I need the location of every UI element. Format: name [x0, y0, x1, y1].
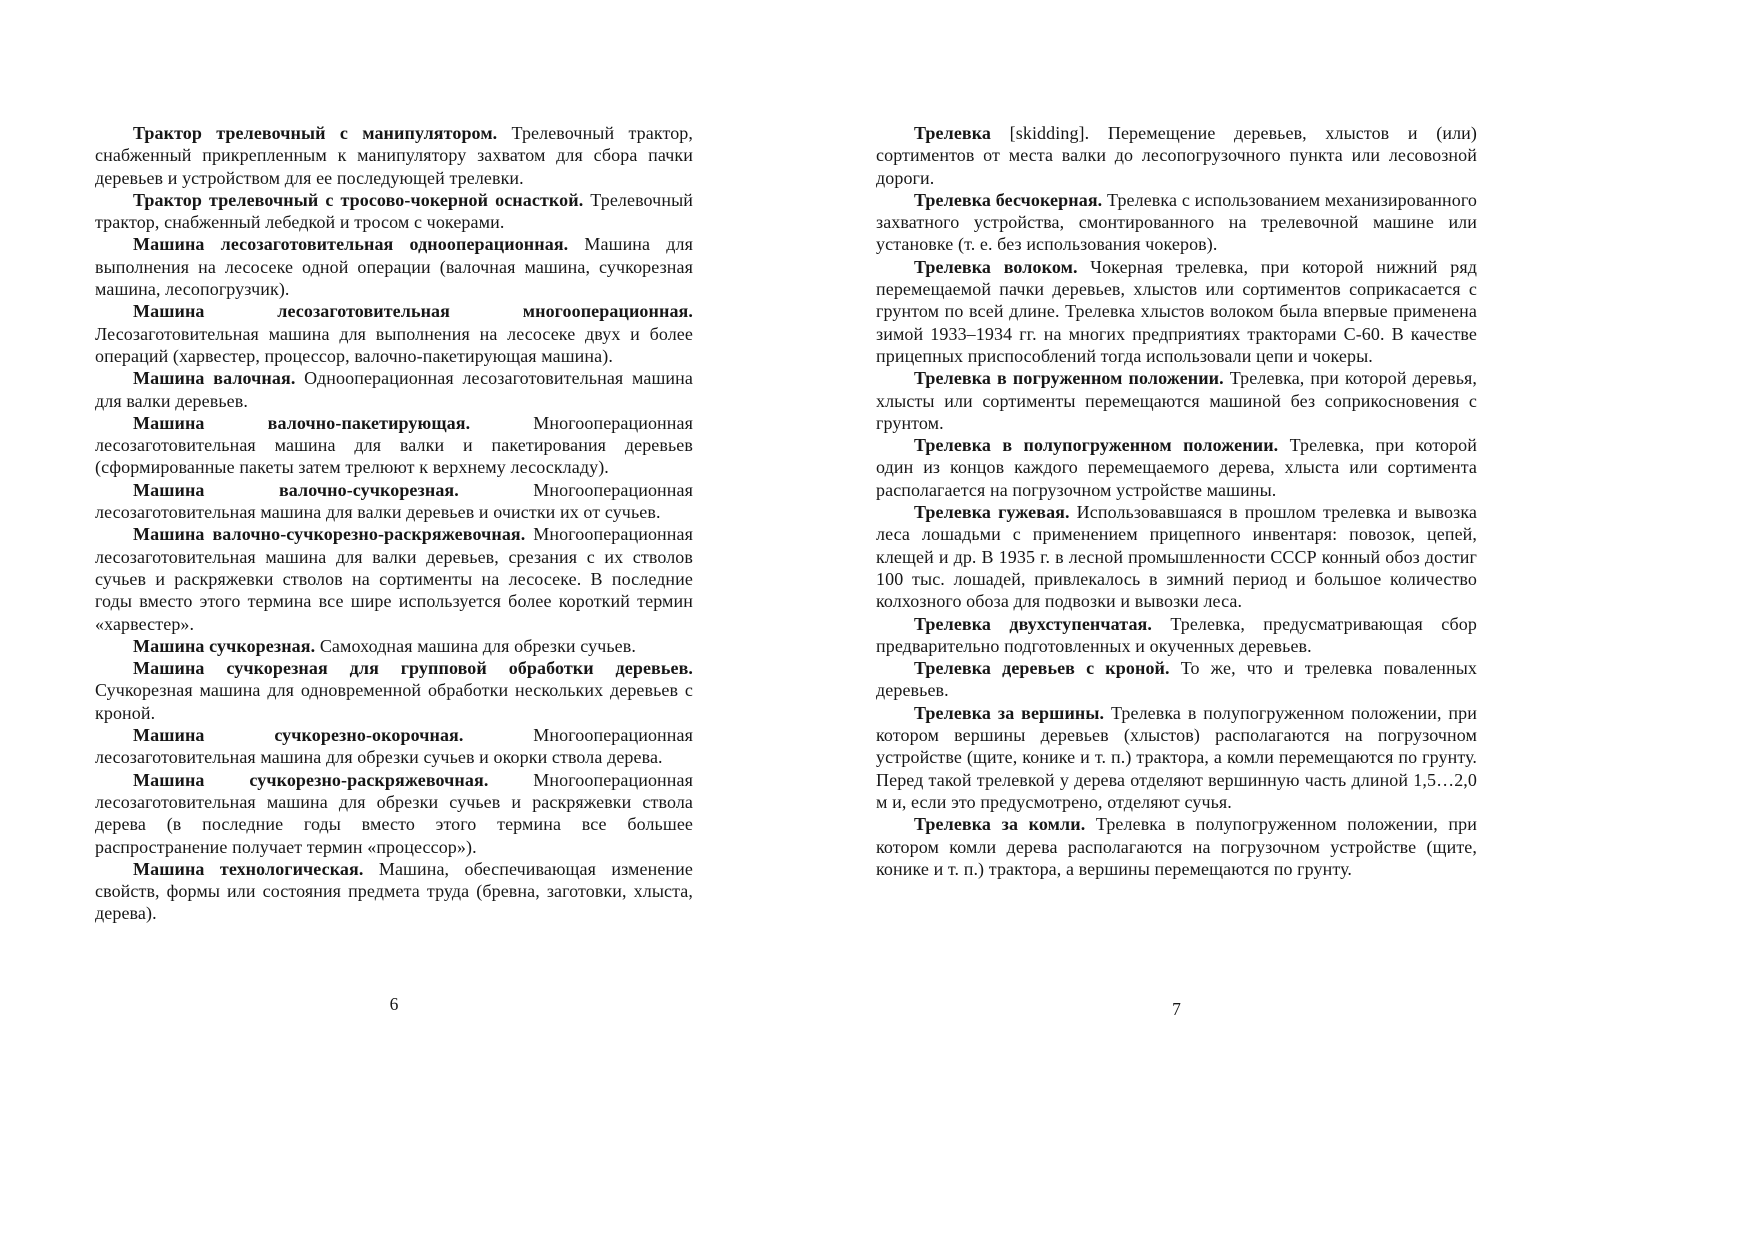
glossary-entry: Трактор трелевочный с тросово-чокерной оснасткой. Трелевочный трактор, снабженный лебедкой и тросом с чокерами.: [95, 189, 693, 233]
glossary-entry: Машина сучкорезно-раскряжевочная. Многооперационная лесозаготовительная машина для обрезки сучьев и раскряжевки ствола дерева (в последние годы вместо этого термина все большее распространение получает термин «процессор»).: [95, 769, 693, 857]
glossary-term: Машина сучкорезно-окорочная.: [133, 725, 464, 746]
glossary-entry: Машина лесозаготовительная однооперационная. Машина для выполнения на лесосеке одной операции (валочная машина, сучкорезная машина, лесопогрузчик).: [95, 234, 693, 300]
glossary-term: Машина технологическая.: [133, 858, 364, 879]
glossary-entry: Трелевка в полупогруженном положении. Трелевка, при которой один из концов каждого перемещаемого дерева, хлыста или сортимента располагается на погрузочном устройстве машины.: [876, 435, 1477, 500]
glossary-term: Машина валочно-пакетирующая.: [133, 412, 471, 433]
glossary-term: Трактор трелевочный с тросово-чокерной оснасткой.: [133, 189, 584, 210]
glossary-entry: Трактор трелевочный с манипулятором. Трелевочный трактор, снабженный прикрепленным к манипулятору захватом для сбора пачки деревьев и устройством для ее последующей трелевки.: [95, 123, 693, 188]
glossary-term: Трактор трелевочный с манипулятором.: [133, 123, 498, 143]
glossary-term: Машина лесозаготовительная многооперационная.: [133, 301, 693, 322]
glossary-term: Машина валочно-сучкорезно-раскряжевочная.: [133, 524, 526, 545]
glossary-entry: Машина валочно-сучкорезная. Многооперационная лесозаготовительная машина для валки деревьев и очистки их от сучьев.: [95, 479, 693, 523]
glossary-entry: Трелевка за комли. Трелевка в полупогруженном положении, при котором комли дерева располагаются на погрузочном устройстве (щите, конике и т. п.) трактора, а вершины перемещаются по грунту.: [876, 814, 1477, 879]
glossary-entry: Машина технологическая. Машина, обеспечивающая изменение свойств, формы или состояния предмета труда (бревна, заготовки, хлыста, дерева).: [95, 858, 693, 924]
page-left: [95, 122, 693, 1122]
glossary-term: Трелевка: [914, 123, 992, 143]
glossary-term: Трелевка бесчокерная.: [914, 189, 1103, 210]
glossary-term: Трелевка деревьев с кроной.: [914, 658, 1170, 679]
glossary-term: Трелевка за вершины.: [914, 702, 1105, 723]
glossary-entry: Машина валочно-пакетирующая. Многооперационная лесозаготовительная машина для валки и пакетирования деревьев (сформированные пакеты затем трелюют к верхнему лесоскладу).: [95, 412, 693, 478]
glossary-entry: Машина валочная. Однооперационная лесозаготовительная машина для валки деревьев.: [95, 368, 693, 411]
glossary-entry: Трелевка [skidding]. Перемещение деревьев, хлыстов и (или) сортиментов от места валки до лесопогрузочного пункта или лесовозной дороги.: [876, 123, 1477, 188]
glossary-term: Машина сучкорезная.: [133, 635, 316, 656]
glossary-term: Трелевка гужевая.: [914, 502, 1070, 523]
glossary-entry: Трелевка бесчокерная. Трелевка с использованием механизированного захватного устройства, смонтированного на трелевочной машине или установке (т. е. без использования чокеров).: [876, 189, 1477, 255]
glossary-term: Машина сучкорезная для групповой обработки деревьев.: [133, 658, 693, 679]
glossary-entry: Машина валочно-сучкорезно-раскряжевочная. Многооперационная лесозаготовительная машина для валки деревьев, срезания с их стволов сучьев и раскряжевки стволов на сортименты на лесосеке. В последние годы вместо этого термина все шире используется более короткий термин «харвестер».: [95, 524, 693, 634]
glossary-entry: Трелевка в погруженном положении. Трелевка, при которой деревья, хлысты или сортименты перемещаются машиной без соприкосновения с грунтом.: [876, 368, 1477, 433]
glossary-entry: Машина сучкорезная. Самоходная машина для обрезки сучьев.: [133, 635, 636, 656]
glossary-entry: Трелевка за вершины. Трелевка в полупогруженном положении, при котором вершины деревьев (хлыстов) располагаются на погрузочном устройстве (щите, конике и т. п.) трактора, а комли перемещаются по грунту. Перед такой трелевкой у дерева отделяют вершинную часть длиной 1,5…2,0 м и, если это предусмотрено, отделяют сучья.: [876, 702, 1477, 812]
page-right: [876, 122, 1477, 1122]
glossary-term: Машина валочно-сучкорезная.: [133, 479, 459, 500]
glossary-term: Трелевка двухступенчатая.: [914, 613, 1152, 634]
glossary-term: Трелевка за комли.: [914, 814, 1086, 835]
glossary-term: Машина сучкорезно-раскряжевочная.: [133, 769, 489, 790]
glossary-term: Трелевка волоком.: [914, 256, 1078, 277]
glossary-entry: Машина сучкорезно-окорочная. Многооперационная лесозаготовительная машина для обрезки сучьев и окорки ствола дерева.: [95, 725, 693, 768]
glossary-term: Машина валочная.: [133, 368, 296, 389]
glossary-entry: Трелевка гужевая. Использовавшаяся в прошлом трелевка и вывозка леса лошадьми с применением прицепного инвентаря: повозок, цепей, клещей и др. В 1935 г. в лесной промышленности СССР конный обоз достиг 100 тыс. лошадей, привлекалось в зимний период и большое количество колхозного обоза для подвозки и вывозки леса.: [876, 502, 1477, 612]
glossary-entry: Машина сучкорезная для групповой обработки деревьев. Сучкорезная машина для одновременной обработки нескольких деревьев с кроной.: [95, 658, 693, 723]
glossary-entries-right: [876, 122, 1477, 880]
glossary-term: Машина лесозаготовительная однооперационная.: [133, 234, 569, 255]
glossary-entry: Трелевка двухступенчатая. Трелевка, предусматривающая сбор предварительно подготовленных и окученных деревьев.: [876, 613, 1477, 656]
glossary-entry: Трелевка деревьев с кроной. То же, что и трелевка поваленных деревьев.: [876, 658, 1478, 701]
glossary-term: Трелевка в полупогруженном положении.: [914, 435, 1279, 456]
glossary-entry: Трелевка волоком. Чокерная трелевка, при которой нижний ряд перемещаемой пачки деревьев, хлыстов или сортиментов соприкасается с грунтом по всей длине. Трелевка хлыстов волоком была впервые применена зимой 1933–1934 гг. на многих предприятиях тракторами С-60. В качестве прицепных приспособлений тогда использовали цепи и чокеры.: [876, 256, 1477, 366]
glossary-entry: Машина лесозаготовительная многооперационная. Лесозаготовительная машина для выполнения на лесосеке двух и более операций (харвестер, процессор, валочно-пакетирующая машина).: [95, 301, 693, 366]
page-number-left: 6: [389, 994, 399, 1014]
glossary-entries-left: [95, 122, 693, 925]
glossary-term: Трелевка в погруженном положении.: [914, 368, 1224, 389]
page-number-right: 7: [1172, 999, 1181, 1019]
